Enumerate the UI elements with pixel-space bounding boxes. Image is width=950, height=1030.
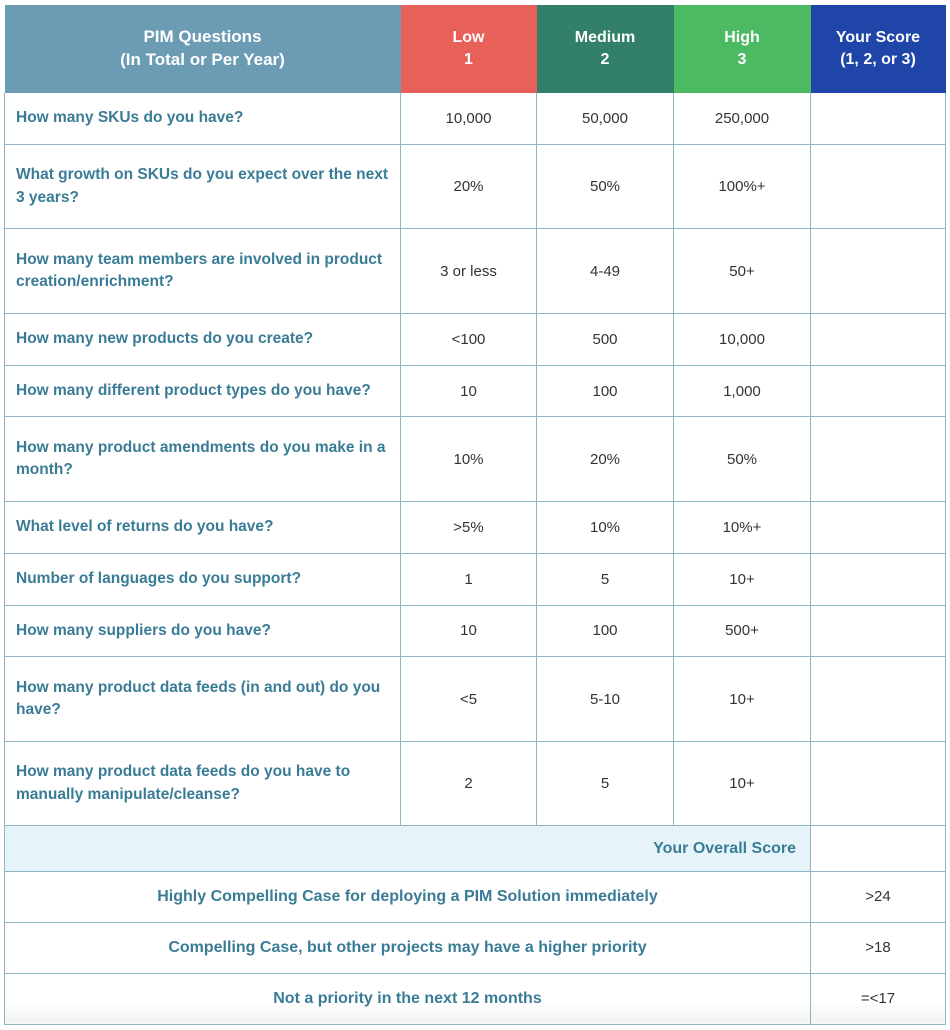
verdict-row (5, 922, 946, 973)
table-row (5, 501, 946, 553)
your-score-input-cell[interactable] (811, 553, 946, 605)
your-score-input-cell[interactable] (811, 313, 946, 365)
low-value-cell: 10,000 (401, 93, 537, 145)
medium-value-cell: 5 (537, 553, 674, 605)
low-value-cell: >5% (401, 501, 537, 553)
table-row (5, 605, 946, 657)
your-score-input-cell[interactable] (811, 741, 946, 826)
header-medium-label: Medium (574, 28, 636, 46)
high-value-cell: 250,000 (674, 93, 811, 145)
your-score-input-cell[interactable] (811, 229, 946, 314)
medium-value-cell: 10% (537, 501, 674, 553)
header-low-label: Low (452, 28, 485, 46)
table-row (5, 365, 946, 417)
high-value-cell: 10+ (674, 741, 811, 826)
overall-score-input-cell[interactable] (811, 826, 946, 871)
medium-value-cell: 20% (537, 417, 674, 502)
verdict-threshold-value: >24 (811, 871, 946, 922)
low-value-cell: <5 (401, 657, 537, 742)
table-row (5, 229, 946, 314)
your-score-input-cell[interactable] (811, 93, 946, 145)
header-your-score-line2: (1, 2, or 3) (840, 50, 916, 68)
table-row (5, 144, 946, 229)
question-cell: Number of languages do you support? (5, 553, 401, 605)
your-score-input-cell[interactable] (811, 144, 946, 229)
table-row (5, 741, 946, 826)
your-score-input-cell[interactable] (811, 417, 946, 502)
verdict-threshold-value: >18 (811, 922, 946, 973)
question-cell: How many team members are involved in product creation/enrichment? (5, 229, 401, 314)
header-your-score (811, 5, 946, 93)
header-your-score-line1: Your Score (835, 28, 921, 46)
your-score-input-cell[interactable] (811, 657, 946, 742)
header-pim-questions (5, 5, 401, 93)
overall-score-row (5, 826, 946, 871)
low-value-cell: 2 (401, 741, 537, 826)
question-cell: How many product data feeds do you have to manually manipulate/cleanse? (5, 741, 401, 826)
question-cell: How many different product types do you have? (5, 365, 401, 417)
low-value-cell: <100 (401, 313, 537, 365)
your-score-input-cell[interactable] (811, 501, 946, 553)
header-high-value: 3 (737, 50, 747, 68)
medium-value-cell: 4-49 (537, 229, 674, 314)
medium-value-cell: 100 (537, 605, 674, 657)
medium-value-cell: 50% (537, 144, 674, 229)
table-row (5, 657, 946, 742)
low-value-cell: 20% (401, 144, 537, 229)
question-cell: How many SKUs do you have? (5, 93, 401, 145)
high-value-cell: 500+ (674, 605, 811, 657)
question-cell: How many product data feeds (in and out) do you have? (5, 657, 401, 742)
header-pim-questions-line1: PIM Questions (143, 26, 262, 46)
high-value-cell: 10+ (674, 553, 811, 605)
verdict-row (5, 871, 946, 922)
header-high (674, 5, 811, 93)
header-medium (537, 5, 674, 93)
medium-value-cell: 5-10 (537, 657, 674, 742)
medium-value-cell: 50,000 (537, 93, 674, 145)
high-value-cell: 10,000 (674, 313, 811, 365)
medium-value-cell: 500 (537, 313, 674, 365)
verdict-label: Highly Compelling Case for deploying a PIM Solution immediately (5, 871, 811, 922)
high-value-cell: 10+ (674, 657, 811, 742)
low-value-cell: 10% (401, 417, 537, 502)
header-medium-value: 2 (600, 50, 610, 68)
header-row (5, 5, 946, 93)
question-cell: How many product amendments do you make in a month? (5, 417, 401, 502)
table-row (5, 417, 946, 502)
table-body (5, 93, 946, 1025)
table-row (5, 313, 946, 365)
verdict-row (5, 973, 946, 1024)
high-value-cell: 1,000 (674, 365, 811, 417)
your-score-input-cell[interactable] (811, 605, 946, 657)
verdict-label: Compelling Case, but other projects may have a higher priority (5, 922, 811, 973)
medium-value-cell: 100 (537, 365, 674, 417)
high-value-cell: 50+ (674, 229, 811, 314)
pim-assessment-table (4, 4, 946, 1025)
high-value-cell: 100%+ (674, 144, 811, 229)
question-cell: How many new products do you create? (5, 313, 401, 365)
verdict-label: Not a priority in the next 12 months (5, 973, 811, 1024)
low-value-cell: 10 (401, 365, 537, 417)
medium-value-cell: 5 (537, 741, 674, 826)
question-cell: What level of returns do you have? (5, 501, 401, 553)
header-low (401, 5, 537, 93)
your-score-input-cell[interactable] (811, 365, 946, 417)
header-high-label: High (724, 28, 760, 46)
overall-score-label: Your Overall Score (5, 826, 811, 871)
table-header (5, 5, 946, 93)
high-value-cell: 50% (674, 417, 811, 502)
question-cell: What growth on SKUs do you expect over the next 3 years? (5, 144, 401, 229)
verdict-threshold-value: =<17 (811, 973, 946, 1024)
low-value-cell: 3 or less (401, 229, 537, 314)
low-value-cell: 1 (401, 553, 537, 605)
low-value-cell: 10 (401, 605, 537, 657)
table-row (5, 93, 946, 145)
table-row (5, 553, 946, 605)
header-pim-questions-line2: (In Total or Per Year) (120, 49, 285, 69)
header-low-value: 1 (464, 50, 473, 68)
high-value-cell: 10%+ (674, 501, 811, 553)
question-cell: How many suppliers do you have? (5, 605, 401, 657)
